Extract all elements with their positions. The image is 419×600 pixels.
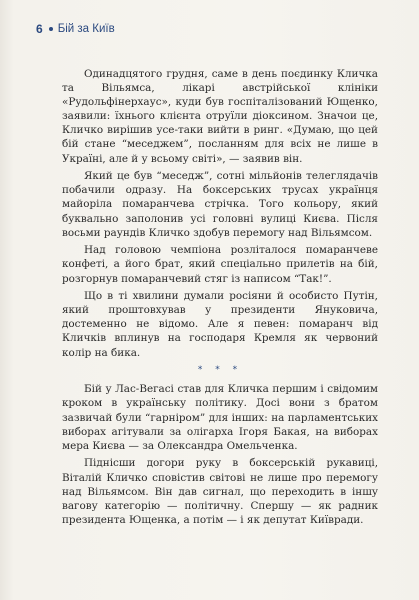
paragraph: Що в ті хвилини думали росіяни й особисто Путін, який проштовхував у президенти Януковича, достеменно не відомо. Але я певен: помаранч від Кличків вплинув на господаря Кремля як червоний колір на бика. — [62, 290, 378, 359]
paragraph: Над головою чемпіона розліталося помаранчеве конфеті, а його брат, який спеціально прилетів на бій, розгорнув помаранчевий стяг із написом “Так!”. — [62, 244, 378, 285]
paragraph: Бій у Лас-Вегасі став для Кличка першим і свідомим кроком в українську політику. Досі вони з братом зазвичай були “гарніром” для інших: на парламентських виборах агітували за олігарха Ігоря Бакая, на виборах мера Києва — за Олександра Омельченка. — [62, 383, 378, 452]
paragraph: Який це був “меседж”, сотні мільйонів телеглядачів побачили одразу. На боксерських трусах українця майоріла помаранчева стрічка. Того кольору, який буквально заполонив усі головні вулиці Києва. Після восьми раундів Кличко здобув перемогу над Вільямсом. — [62, 170, 378, 239]
paragraph: Одинадцятого грудня, саме в день поєдинку Кличка та Вільямса, лікарі австрійської клініки «Рудольфінерхаус», куди був госпіталізований Ющенко, заявили: їхнього клієнта отруїли діоксином. Значои це, Кличко вирішив усе-таки вийти в ринг. «Думаю, що цей бій стане “меседжем”, посланням для всіх не лише в Україні, але й у всьому світі», — заявив він. — [62, 68, 378, 165]
chapter-title: Бій за Київ — [57, 23, 115, 35]
bullet-icon — [49, 27, 53, 31]
section-separator: * * * — [197, 365, 243, 376]
running-head — [36, 22, 115, 36]
body-text — [62, 67, 378, 530]
paragraph: Піднісши догори руку в боксерській рукавиці, Віталій Кличко сповістив світові не лише про перемогу над Вільямсом. Він дав сигнал, що переходить в іншу вагову категорію — політичну. Спершу — як радник президента Ющенка, а потім — і як депутат Київради. — [62, 457, 378, 526]
page-number: 6 — [36, 22, 43, 36]
